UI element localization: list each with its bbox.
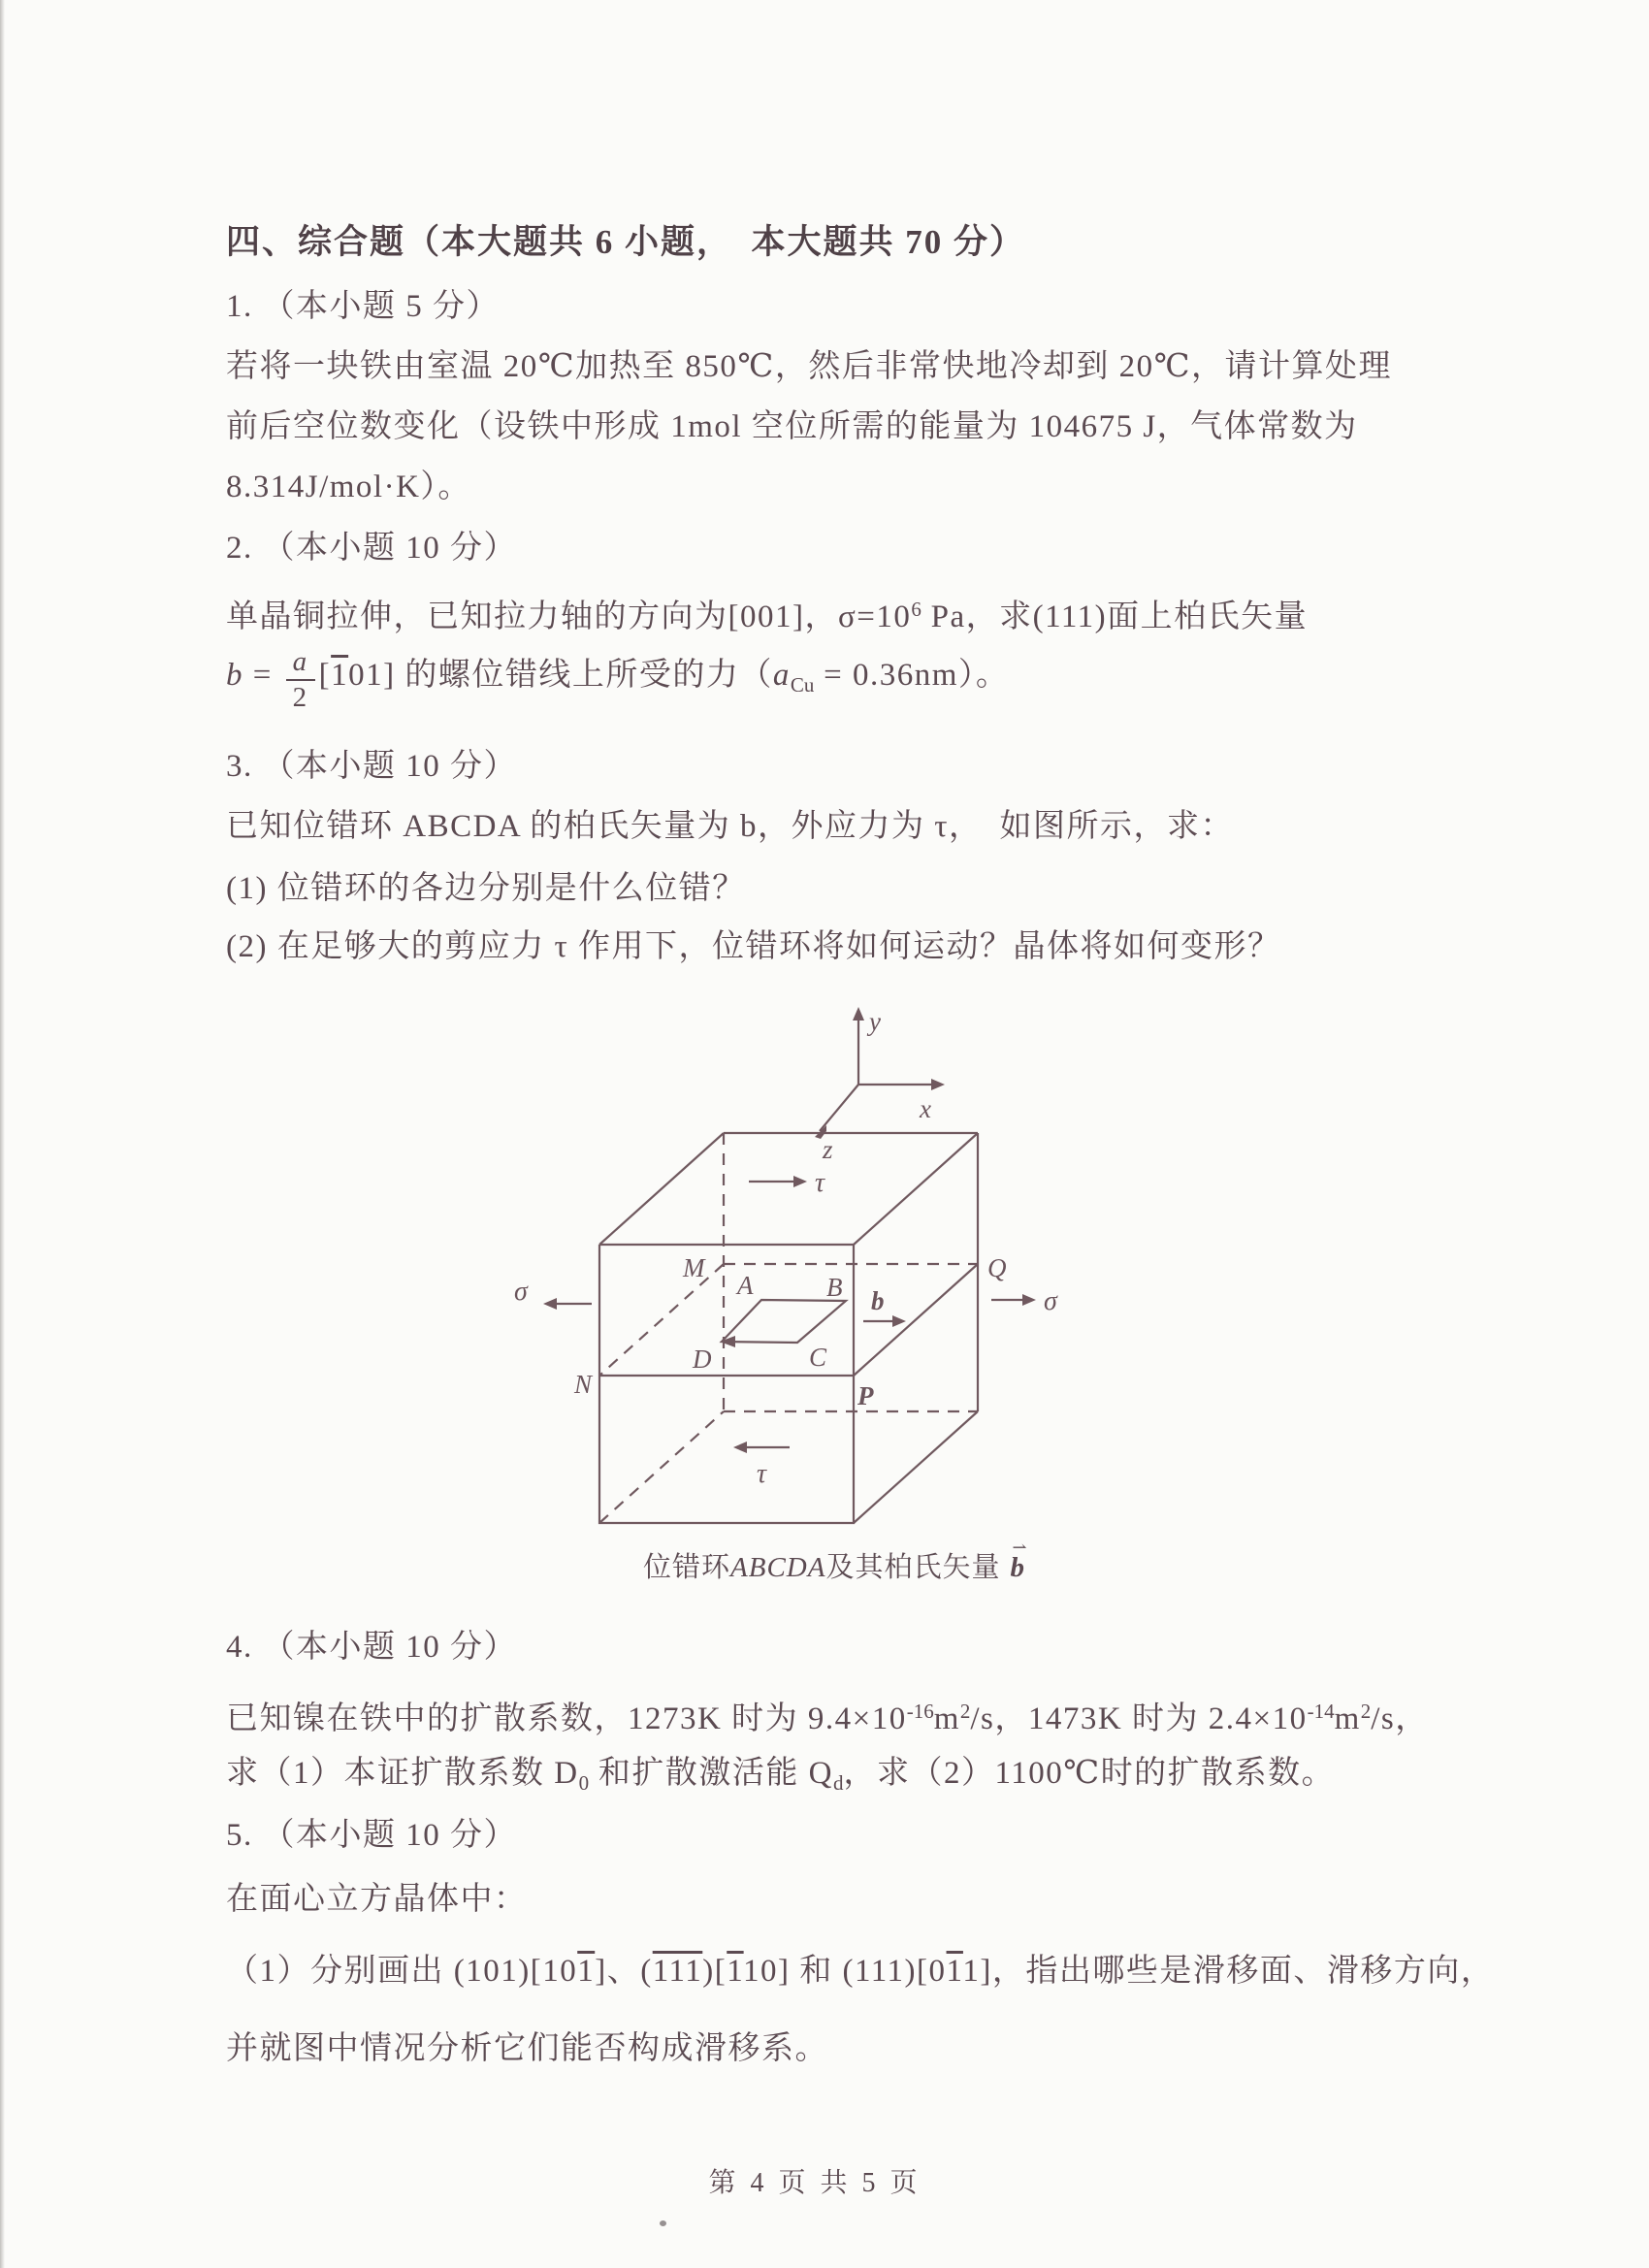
scan-speck (660, 2220, 666, 2226)
q5-bar-1: 1 (577, 1954, 596, 1989)
q2-text-cont: Pa，求(111)面上柏氏矢量 (921, 599, 1309, 634)
tau-bottom-label: τ (757, 1459, 767, 1489)
burgers-vector-arrow (863, 1286, 906, 1327)
caption-burgers-b: ⇀ b (1010, 1538, 1028, 1583)
section-title: 四、综合题（本大题共 6 小题， 本大题共 70 分） (226, 223, 1026, 261)
plane-label-N: N (574, 1370, 593, 1399)
lattice-a: a (772, 658, 791, 693)
q1-line-1: 若将一块铁由室温 20℃加热至 850℃，然后非常快地冷却到 20℃，请计算处理 (226, 349, 1392, 384)
q5-text-e: 1]，指出哪些是滑移面、滑移方向， (962, 1954, 1495, 1989)
y-axis-arrow-icon (853, 1007, 864, 1021)
q2-text: 单晶铜拉伸，已知拉力轴的方向为[001]，σ=10 (226, 599, 912, 634)
q4-sub-Qd: d (832, 1771, 844, 1795)
axis-label-x: x (920, 1094, 931, 1123)
burgers-vector-label: b (871, 1286, 885, 1315)
figure-caption (543, 1538, 1125, 1585)
vector-arrow-icon: ⇀ (1012, 1538, 1028, 1557)
coordinate-axes (815, 1007, 945, 1164)
q4-exp-1: -16 (906, 1700, 934, 1723)
loop-label-D: D (693, 1345, 712, 1374)
loop-label-B: B (826, 1273, 843, 1302)
fraction-numerator: a (286, 648, 315, 681)
q5-header: 5. （本小题 10 分） (226, 1818, 517, 1853)
fraction-a-over-2 (286, 648, 315, 712)
q4-text-c: /s，1473K 时为 2.4×10 (970, 1701, 1308, 1736)
axis-label-z: z (823, 1135, 833, 1164)
caption-mid: 及其柏氏矢量 (825, 1552, 1001, 1583)
loop-label-C: C (809, 1343, 827, 1372)
q4-exp-2: 2 (959, 1700, 971, 1723)
q4-text-b: m (933, 1701, 960, 1736)
miller-bar-1: 1 (331, 658, 349, 693)
tau-top-label: τ (815, 1168, 825, 1198)
crystal-box-svg (485, 989, 1106, 1591)
q4-line-2 (226, 1754, 1335, 1802)
crystal-box (599, 1133, 978, 1523)
q2-formula-text: 的螺位错线上所受的力（ (395, 658, 773, 693)
caption-loop-name: ABCDA (730, 1552, 826, 1583)
plane-label-M: M (683, 1253, 705, 1282)
burgers-b: b (226, 658, 243, 693)
q2-formula-tail: = 0.36nm）。 (814, 658, 1010, 693)
sigma-left-label: σ (514, 1277, 528, 1307)
plane-label-P: P (857, 1381, 874, 1410)
miller-rest: 01] (348, 658, 396, 693)
q1-line-3: 8.314J/mol·K）。 (226, 470, 471, 504)
q3-intro: 已知位错环 ABCDA 的柏氏矢量为 b，外应力为 τ， 如图所示，求： (226, 809, 1234, 844)
q4-text-h: ，求（2）1100℃时的扩散系数。 (843, 1756, 1336, 1791)
q5-text-c: )[ (702, 1954, 728, 1989)
q4-text-e: /s， (1371, 1701, 1429, 1736)
q4-exp-3: -14 (1307, 1700, 1335, 1723)
sigma-right-arrow (991, 1286, 1058, 1316)
q5-text-d: 10] 和 (111)[0 (743, 1954, 947, 1989)
q2-header: 2. （本小题 10 分） (226, 531, 517, 566)
loop-label-A: A (737, 1271, 754, 1300)
plane-label-Q: Q (987, 1253, 1007, 1282)
dislocation-loop (692, 1271, 846, 1374)
q4-text-a: 已知镍在铁中的扩散系数，1273K 时为 9.4×10 (226, 1701, 907, 1736)
q4-header: 4. （本小题 10 分） (226, 1630, 517, 1665)
tau-top-arrow (749, 1168, 825, 1198)
sigma-right-label: σ (1044, 1286, 1057, 1316)
q4-text-g: 和扩散激活能 Q (589, 1756, 833, 1791)
q2-exponent: 6 (911, 598, 922, 621)
page-footer: 第 4 页 共 5 页 (708, 2168, 922, 2198)
lattice-a-sub: Cu (790, 673, 815, 697)
q3-item-1: (1) 位错环的各边分别是什么位错？ (226, 871, 746, 906)
q4-line-1 (226, 1692, 1429, 1738)
q2-formula-line (226, 648, 1009, 712)
tau-bottom-arrow (733, 1442, 790, 1489)
q1-header: 1. （本小题 5 分） (226, 289, 500, 324)
q4-text-d: m (1334, 1701, 1361, 1736)
dislocation-figure (485, 989, 1106, 1591)
q5-line-2: 并就图中情况分析它们能否构成滑移系。 (226, 2031, 828, 2066)
slip-plane (573, 1253, 1007, 1410)
x-axis-arrow-icon (931, 1079, 945, 1090)
q5-bar-111: 111 (652, 1954, 703, 1989)
q4-sub-D0: 0 (578, 1771, 590, 1795)
fraction-denominator: 2 (292, 682, 308, 713)
scan-edge-artifact (0, 0, 5, 2268)
q4-text-f: 求（1）本证扩散系数 D (226, 1756, 579, 1791)
sigma-left-arrow (514, 1277, 592, 1310)
loop-direction-arrow-icon (720, 1336, 735, 1347)
q5-intro: 在面心立方晶体中： (226, 1882, 528, 1917)
q5-text-a: （1）分别画出 (101)[10 (226, 1954, 578, 1989)
q5-item-1 (226, 1952, 1494, 1991)
q5-bar-3: 1 (946, 1954, 963, 1989)
q2-line-1 (226, 590, 1308, 636)
caption-pre: 位错环 (643, 1552, 731, 1583)
axis-label-y: y (869, 1007, 881, 1036)
q5-text-b: ]、( (595, 1954, 653, 1989)
q1-line-2: 前后空位数变化（设铁中形成 1mol 空位所需的能量为 104675 J，气体常数为 (226, 409, 1358, 444)
q5-bar-2: 1 (727, 1954, 744, 1989)
q3-item-2: (2) 在足够大的剪应力 τ 作用下，位错环将如何运动？晶体将如何变形？ (226, 929, 1281, 964)
q4-exp-4: 2 (1360, 1700, 1372, 1723)
bracket-open: [ (318, 658, 332, 693)
equals: = (243, 658, 282, 693)
q3-header: 3. （本小题 10 分） (226, 749, 517, 784)
